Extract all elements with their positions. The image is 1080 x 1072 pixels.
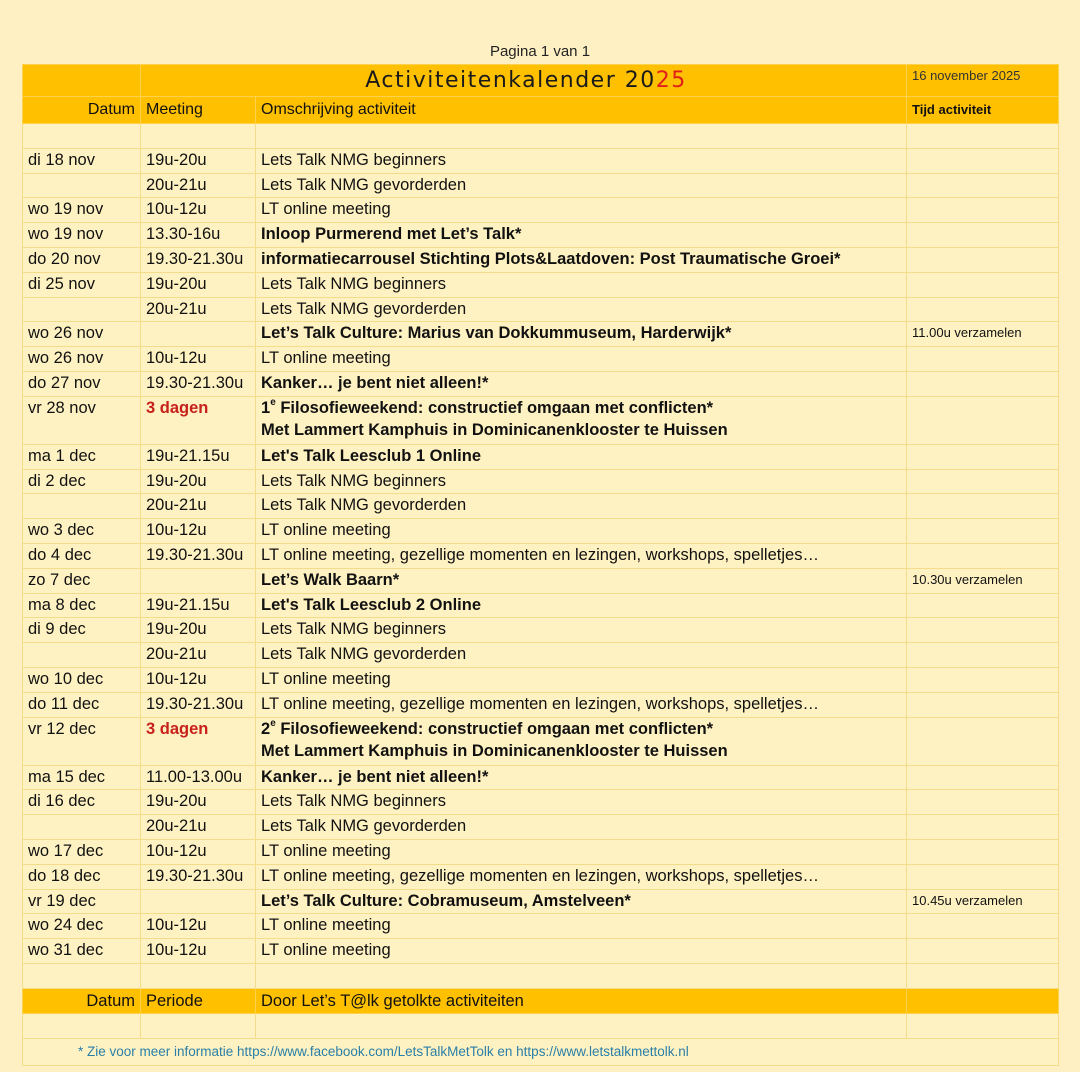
- table-row: [23, 839, 1059, 864]
- row-date: wo 19 nov: [23, 223, 141, 248]
- row-description: [256, 667, 907, 692]
- table-row: [23, 914, 1059, 939]
- title-text: Activiteitenkalender 20: [365, 68, 656, 93]
- row-activity-time: [907, 519, 1059, 544]
- row-date: zo 7 dec: [23, 568, 141, 593]
- interpreted-activities-header: [23, 988, 1059, 1013]
- row-activity-time: [907, 494, 1059, 519]
- row-activity-time: [907, 198, 1059, 223]
- row-description: [256, 889, 907, 914]
- page-indicator: [0, 43, 1080, 60]
- row-activity-time: [907, 543, 1059, 568]
- column-header-omschrijving: Omschrijving activiteit: [256, 97, 907, 124]
- table-row: [23, 939, 1059, 964]
- row-meeting-time: 19u-20u: [141, 618, 256, 643]
- row-date: vr 12 dec: [23, 717, 141, 765]
- table-row: [23, 790, 1059, 815]
- description-text: LT online meeting: [261, 669, 391, 688]
- table-row: [23, 692, 1059, 717]
- table-row: [23, 347, 1059, 372]
- row-date: do 11 dec: [23, 692, 141, 717]
- table-row: [23, 864, 1059, 889]
- table-row: [23, 173, 1059, 198]
- row-activity-time: 11.00u verzamelen: [907, 322, 1059, 347]
- row-description: [256, 692, 907, 717]
- row-description: [256, 322, 907, 347]
- description-text: LT online meeting: [261, 841, 391, 860]
- footer-row: [23, 1038, 1059, 1065]
- table-row: [23, 297, 1059, 322]
- table-row: [23, 396, 1059, 444]
- row-description: [256, 643, 907, 668]
- row-activity-time: [907, 444, 1059, 469]
- section2-header-datum: Datum: [23, 988, 141, 1013]
- empty-row: [23, 1013, 1059, 1038]
- row-activity-time: [907, 618, 1059, 643]
- table-row: [23, 272, 1059, 297]
- row-meeting-time: 19u-21.15u: [141, 444, 256, 469]
- row-date: wo 24 dec: [23, 914, 141, 939]
- row-meeting-time: 3 dagen: [141, 396, 256, 444]
- column-header-datum: Datum: [23, 97, 141, 124]
- row-description: [256, 543, 907, 568]
- description-text: Kanker… je bent niet alleen!*: [261, 373, 489, 392]
- table-row: [23, 667, 1059, 692]
- table-row: [23, 148, 1059, 173]
- row-date: di 16 dec: [23, 790, 141, 815]
- page-label-mid: van: [549, 43, 582, 60]
- table-row: [23, 815, 1059, 840]
- row-activity-time: [907, 347, 1059, 372]
- row-activity-time: [907, 247, 1059, 272]
- table-row: [23, 223, 1059, 248]
- table-row: [23, 889, 1059, 914]
- table-row: [23, 643, 1059, 668]
- row-meeting-time: 19.30-21.30u: [141, 692, 256, 717]
- row-meeting-time: [141, 322, 256, 347]
- row-date: [23, 815, 141, 840]
- description-text: Lets Talk NMG beginners: [261, 620, 446, 639]
- page-label-prefix: Pagina: [489, 43, 541, 60]
- row-meeting-time: 19.30-21.30u: [141, 247, 256, 272]
- row-date: ma 15 dec: [23, 765, 141, 790]
- description-text: LT online meeting: [261, 200, 391, 219]
- row-activity-time: [907, 939, 1059, 964]
- page-current: 1: [540, 43, 550, 60]
- row-description: [256, 148, 907, 173]
- description-line2: Met Lammert Kamphuis in Dominicanenklooster te Huissen: [261, 741, 728, 760]
- description-text: Lets Talk NMG beginners: [261, 150, 446, 169]
- table-row: [23, 568, 1059, 593]
- description-text: Lets Talk NMG gevorderden: [261, 496, 467, 515]
- row-description: [256, 247, 907, 272]
- section2-header-periode: Periode: [141, 988, 256, 1013]
- row-meeting-time: 20u-21u: [141, 643, 256, 668]
- description-text: Let’s Talk Culture: Marius van Dokkummuseum, Harderwijk*: [261, 324, 732, 343]
- description-text: Kanker… je bent niet alleen!*: [261, 767, 489, 786]
- row-activity-time: [907, 765, 1059, 790]
- row-activity-time: [907, 469, 1059, 494]
- row-activity-time: [907, 297, 1059, 322]
- row-activity-time: [907, 914, 1059, 939]
- table-row: [23, 618, 1059, 643]
- row-date: di 25 nov: [23, 272, 141, 297]
- row-description: [256, 839, 907, 864]
- row-description: [256, 469, 907, 494]
- row-activity-time: [907, 815, 1059, 840]
- table-row: [23, 593, 1059, 618]
- row-meeting-time: 20u-21u: [141, 297, 256, 322]
- row-date: wo 3 dec: [23, 519, 141, 544]
- description-text: Lets Talk NMG gevorderden: [261, 175, 467, 194]
- row-meeting-time: [141, 568, 256, 593]
- row-activity-time: [907, 272, 1059, 297]
- row-description: [256, 939, 907, 964]
- row-activity-time: [907, 864, 1059, 889]
- table-row: [23, 444, 1059, 469]
- row-description: [256, 864, 907, 889]
- row-activity-time: [907, 692, 1059, 717]
- row-date: [23, 297, 141, 322]
- empty-row: [23, 124, 1059, 149]
- row-date: wo 19 nov: [23, 198, 141, 223]
- row-meeting-time: 10u-12u: [141, 914, 256, 939]
- description-text: Filosofieweekend: constructief omgaan met conflicten*: [275, 719, 714, 738]
- row-description: [256, 568, 907, 593]
- calendar-title: [141, 65, 907, 97]
- description-text: Lets Talk NMG gevorderden: [261, 817, 467, 836]
- description-text: Let’s Walk Baarn*: [261, 570, 400, 589]
- description-text: LT online meeting: [261, 941, 391, 960]
- description-text: LT online meeting, gezellige momenten en lezingen, workshops, spelletjes…: [261, 866, 819, 885]
- row-meeting-time: 10u-12u: [141, 347, 256, 372]
- row-meeting-time: 10u-12u: [141, 839, 256, 864]
- row-activity-time: 10.30u verzamelen: [907, 568, 1059, 593]
- row-activity-time: [907, 223, 1059, 248]
- column-header-meeting: Meeting: [141, 97, 256, 124]
- row-date: wo 10 dec: [23, 667, 141, 692]
- row-activity-time: [907, 643, 1059, 668]
- description-line2: Met Lammert Kamphuis in Dominicanenklooster te Huissen: [261, 420, 728, 439]
- table-row: [23, 198, 1059, 223]
- row-meeting-time: [141, 889, 256, 914]
- row-date: do 27 nov: [23, 371, 141, 396]
- description-text: LT online meeting: [261, 916, 391, 935]
- title-spacer: [23, 65, 141, 97]
- row-meeting-time: 19u-21.15u: [141, 593, 256, 618]
- table-row: [23, 322, 1059, 347]
- row-meeting-time: 13.30-16u: [141, 223, 256, 248]
- row-activity-time: [907, 148, 1059, 173]
- edition-number: 1: [261, 398, 271, 417]
- row-description: [256, 347, 907, 372]
- description-text: Inloop Purmerend met Let’s Talk*: [261, 225, 522, 244]
- row-date: wo 31 dec: [23, 939, 141, 964]
- row-meeting-time: 10u-12u: [141, 939, 256, 964]
- row-date: di 9 dec: [23, 618, 141, 643]
- table-row: [23, 371, 1059, 396]
- row-date: [23, 494, 141, 519]
- row-description: [256, 297, 907, 322]
- description-text: Lets Talk NMG beginners: [261, 274, 446, 293]
- row-activity-time: 10.45u verzamelen: [907, 889, 1059, 914]
- row-description: [256, 765, 907, 790]
- row-meeting-time: 20u-21u: [141, 494, 256, 519]
- row-meeting-time: 20u-21u: [141, 173, 256, 198]
- row-meeting-time: 19.30-21.30u: [141, 543, 256, 568]
- row-description: [256, 519, 907, 544]
- row-meeting-time: 19.30-21.30u: [141, 371, 256, 396]
- row-date: vr 19 dec: [23, 889, 141, 914]
- row-date: ma 8 dec: [23, 593, 141, 618]
- document-date: 16 november 2025: [907, 65, 1059, 97]
- row-description: [256, 371, 907, 396]
- row-meeting-time: 19u-20u: [141, 272, 256, 297]
- row-description: [256, 173, 907, 198]
- description-text: LT online meeting: [261, 349, 391, 368]
- title-year-suffix: 25: [655, 68, 687, 93]
- description-text: Let's Talk Leesclub 2 Online: [261, 595, 482, 614]
- row-meeting-time: 19u-20u: [141, 469, 256, 494]
- row-activity-time: [907, 667, 1059, 692]
- description-text: Lets Talk NMG beginners: [261, 792, 446, 811]
- row-meeting-time: 10u-12u: [141, 198, 256, 223]
- title-row: [23, 65, 1059, 97]
- activity-calendar-table: [22, 64, 1059, 1066]
- row-date: do 18 dec: [23, 864, 141, 889]
- description-text: Lets Talk NMG gevorderden: [261, 299, 467, 318]
- row-date: do 20 nov: [23, 247, 141, 272]
- row-description: [256, 444, 907, 469]
- table-row: [23, 543, 1059, 568]
- row-meeting-time: 19u-20u: [141, 148, 256, 173]
- row-date: [23, 173, 141, 198]
- section2-header-title: Door Let’s T@lk getolkte activiteiten: [256, 988, 907, 1013]
- row-date: [23, 643, 141, 668]
- edition-superscript: e: [270, 396, 276, 408]
- row-activity-time: [907, 173, 1059, 198]
- row-activity-time: [907, 717, 1059, 765]
- row-date: vr 28 nov: [23, 396, 141, 444]
- table-row: [23, 519, 1059, 544]
- row-meeting-time: 10u-12u: [141, 519, 256, 544]
- row-activity-time: [907, 396, 1059, 444]
- column-header-row: [23, 97, 1059, 124]
- description-text: LT online meeting, gezellige momenten en lezingen, workshops, spelletjes…: [261, 694, 819, 713]
- row-description: [256, 717, 907, 765]
- edition-number: 2: [261, 719, 271, 738]
- description-text: Lets Talk NMG gevorderden: [261, 645, 467, 664]
- column-header-tijd: Tijd activiteit: [907, 97, 1059, 124]
- row-date: wo 17 dec: [23, 839, 141, 864]
- row-description: [256, 223, 907, 248]
- description-text: informatiecarrousel Stichting Plots&Laatdoven: Post Traumatische Groei*: [261, 249, 841, 268]
- row-description: [256, 593, 907, 618]
- description-text: Let's Talk Leesclub 1 Online: [261, 446, 482, 465]
- row-meeting-time: 10u-12u: [141, 667, 256, 692]
- row-description: [256, 494, 907, 519]
- row-date: wo 26 nov: [23, 347, 141, 372]
- row-activity-time: [907, 839, 1059, 864]
- row-meeting-time: 11.00-13.00u: [141, 765, 256, 790]
- row-description: [256, 272, 907, 297]
- row-activity-time: [907, 593, 1059, 618]
- row-date: di 18 nov: [23, 148, 141, 173]
- row-description: [256, 914, 907, 939]
- description-text: LT online meeting, gezellige momenten en lezingen, workshops, spelletjes…: [261, 545, 819, 564]
- table-row: [23, 494, 1059, 519]
- table-row: [23, 469, 1059, 494]
- row-description: [256, 815, 907, 840]
- row-meeting-time: 19u-20u: [141, 790, 256, 815]
- page-total: 1: [581, 43, 591, 60]
- description-text: Filosofieweekend: constructief omgaan met conflicten*: [275, 398, 714, 417]
- empty-row: [23, 963, 1059, 988]
- row-description: [256, 396, 907, 444]
- row-description: [256, 790, 907, 815]
- table-row: [23, 717, 1059, 765]
- row-date: ma 1 dec: [23, 444, 141, 469]
- row-description: [256, 618, 907, 643]
- row-activity-time: [907, 371, 1059, 396]
- row-date: wo 26 nov: [23, 322, 141, 347]
- row-activity-time: [907, 790, 1059, 815]
- row-meeting-time: 3 dagen: [141, 717, 256, 765]
- description-text: Lets Talk NMG beginners: [261, 471, 446, 490]
- table-row: [23, 765, 1059, 790]
- edition-superscript: e: [270, 717, 276, 729]
- description-text: LT online meeting: [261, 521, 391, 540]
- table-row: [23, 247, 1059, 272]
- row-date: di 2 dec: [23, 469, 141, 494]
- description-text: Let’s Talk Culture: Cobramuseum, Amstelveen*: [261, 891, 631, 910]
- row-description: [256, 198, 907, 223]
- row-date: do 4 dec: [23, 543, 141, 568]
- row-meeting-time: 19.30-21.30u: [141, 864, 256, 889]
- footer-note: * Zie voor meer informatie https://www.facebook.com/LetsTalkMetTolk en https://www.letstalkmettolk.nl: [23, 1038, 1059, 1065]
- row-meeting-time: 20u-21u: [141, 815, 256, 840]
